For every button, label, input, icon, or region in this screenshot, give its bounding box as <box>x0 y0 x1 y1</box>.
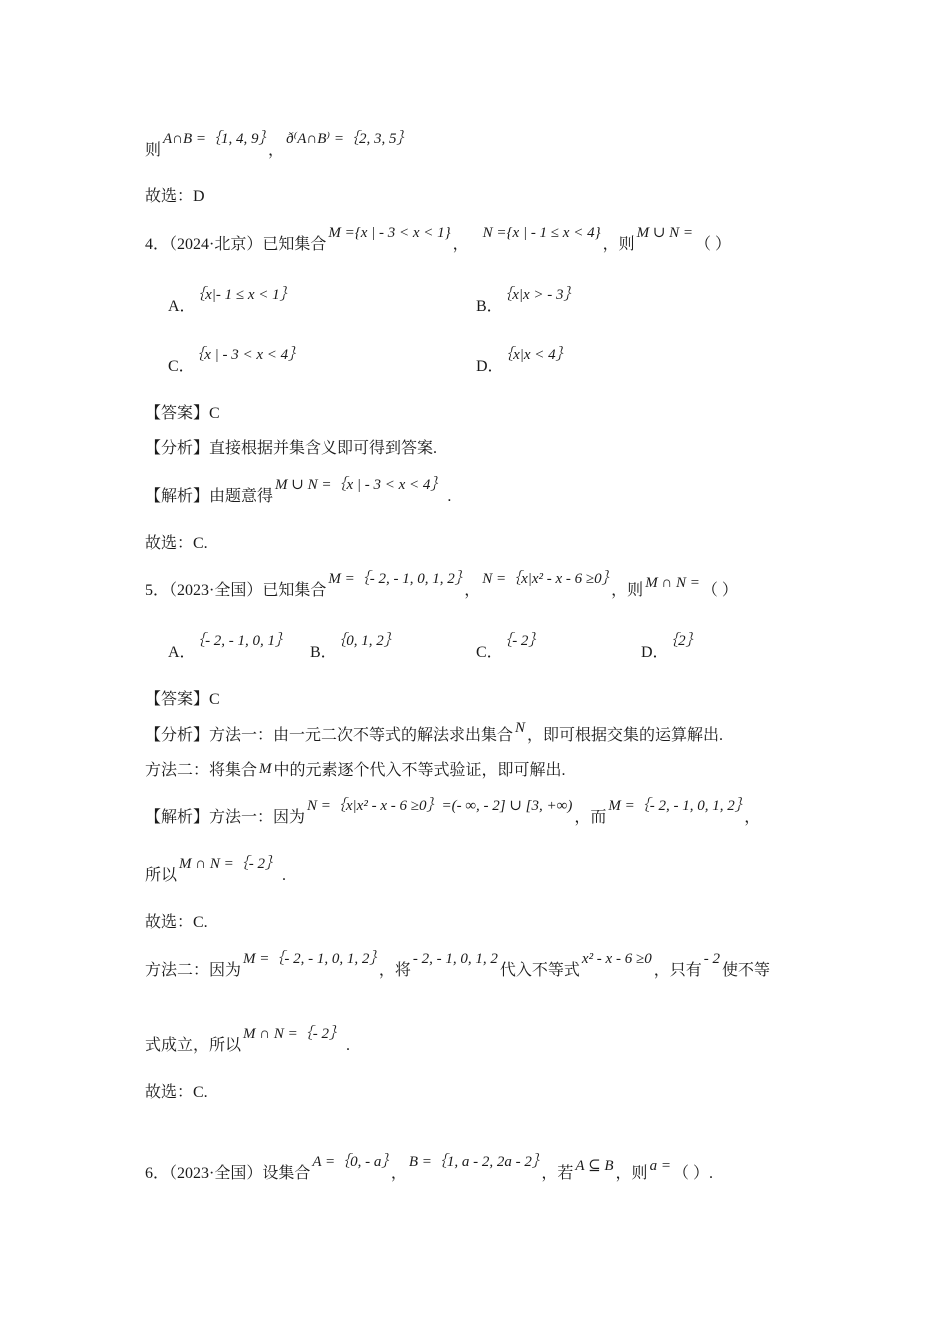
q4-option-c <box>168 347 305 378</box>
text: ，则 <box>611 582 644 599</box>
math-expression: ｛- 2, - 1, 0, 1｝ <box>197 633 291 649</box>
math-expression: ｛x|- 1 ≤ x < 1｝ <box>197 287 295 303</box>
math-expression: M =｛- 2, - 1, 0, 1, 2｝ <box>608 798 743 814</box>
math-expression: ｛2｝ <box>670 633 701 649</box>
q5-analysis <box>145 720 830 747</box>
q5-solution <box>145 798 830 829</box>
math-expression: M ∩ N =｛- 2｝ <box>179 856 280 872</box>
q5-option-d <box>641 633 703 664</box>
option-label: B． <box>476 298 503 315</box>
text: （ ）. <box>672 1165 713 1182</box>
question-4 <box>145 225 830 256</box>
math-expression: a = <box>649 1158 671 1174</box>
text: 【分析】方法一：由一元二次不等式的解法求出集合 <box>145 727 514 744</box>
text: 则 <box>145 142 162 159</box>
q4-answer: 【答案】C <box>145 405 220 422</box>
text: （ ） <box>695 236 732 253</box>
q5-conclusion-1: 故选：C. <box>145 914 208 931</box>
text: 式成立，所以 <box>145 1037 242 1054</box>
math-expression: N =｛x|x² - x - 6 ≥0｝ <box>482 571 610 587</box>
text: ，则 <box>602 236 635 253</box>
math-expression: N <box>515 720 526 736</box>
q5-option-a <box>168 633 292 664</box>
math-expression: M ∩ N =｛- 2｝ <box>243 1026 344 1042</box>
q5-analysis-method2 <box>145 760 830 782</box>
option-label: C． <box>168 358 195 375</box>
line-conclusion-prev <box>145 131 830 162</box>
option-label: D． <box>641 644 669 661</box>
q4-option-b <box>476 287 581 318</box>
math-expression: ｛x|x > - 3｝ <box>504 287 579 303</box>
text: ，将 <box>378 962 411 979</box>
option-label: B． <box>310 644 337 661</box>
text: 方法二：因为 <box>145 962 242 979</box>
math-expression: B =｛1, a - 2, 2a - 2｝ <box>408 1154 540 1170</box>
text: 代入不等式 <box>499 962 580 979</box>
text: ， <box>744 809 761 826</box>
math-expression: M ∪ N = <box>636 225 694 241</box>
text: . <box>447 488 452 505</box>
text: ，若 <box>541 1165 574 1182</box>
question-6 <box>145 1154 830 1185</box>
math-expression: ｛- 2｝ <box>504 633 544 649</box>
q5-method2 <box>145 951 830 982</box>
math-expression: A∩B =｛1, 4, 9｝ <box>163 131 267 147</box>
option-label: A． <box>168 644 196 661</box>
q4-conclusion: 故选：C. <box>145 535 208 552</box>
math-expression: A =｛0, - a｝ <box>312 1154 389 1170</box>
question-5 <box>145 571 830 602</box>
text: ， <box>464 582 481 599</box>
text: ， <box>268 142 285 159</box>
text: ，而 <box>574 809 607 826</box>
q4-analysis: 【分析】直接根据并集含义即可得到答案. <box>145 440 438 457</box>
q5-option-b <box>310 633 401 664</box>
text: 中的元素逐个代入不等式验证，即可解出. <box>273 762 566 779</box>
q4-option-a <box>168 287 297 318</box>
text: 【解析】方法一：因为 <box>145 809 306 826</box>
math-expression: M ∩ N = <box>645 575 700 591</box>
math-expression: ｛x | - 3 < x < 4｝ <box>196 347 304 363</box>
text: ， <box>390 1165 407 1182</box>
math-expression: ｛x|x < 4｝ <box>505 347 571 363</box>
question-text: 6．（2023·全国）设集合 <box>145 1165 311 1182</box>
math-expression: M =｛- 2, - 1, 0, 1, 2｝ <box>328 571 463 587</box>
q5-solution-result <box>145 856 830 887</box>
text: . <box>281 867 286 884</box>
q4-solution <box>145 477 830 508</box>
math-expression: M ={x | - 3 < x < 1} <box>328 225 451 241</box>
text: 使不等 <box>721 962 770 979</box>
text: . <box>345 1037 350 1054</box>
question-text: 4．（2024·北京）已知集合 <box>145 236 327 253</box>
math-expression: M =｛- 2, - 1, 0, 1, 2｝ <box>243 951 377 967</box>
math-expression: - 2 <box>703 951 720 967</box>
q5-answer: 【答案】C <box>145 691 220 708</box>
math-expression: ｛0, 1, 2｝ <box>338 633 399 649</box>
math-expression: M ∪ N =｛x | - 3 < x < 4｝ <box>275 477 446 493</box>
option-label: C． <box>476 644 503 661</box>
text: 方法二：将集合 <box>145 762 258 779</box>
option-label: A． <box>168 298 196 315</box>
text: ，即可根据交集的运算解出. <box>527 727 724 744</box>
text: ， <box>452 236 469 253</box>
math-expression: M <box>259 761 272 777</box>
option-label: D． <box>476 358 504 375</box>
q4-option-d <box>476 347 573 378</box>
q5-method2-result <box>145 1026 830 1057</box>
text: 所以 <box>145 867 178 884</box>
math-expression: x² - x - 6 ≥0 <box>581 951 652 967</box>
text: 【解析】由题意得 <box>145 488 274 505</box>
answer-choice-prev: 故选：D <box>145 188 205 205</box>
math-expression: ð⁽A∩B⁾ =｛2, 3, 5｝ <box>286 131 412 147</box>
q5-conclusion-2: 故选：C. <box>145 1084 208 1101</box>
text: ，则 <box>615 1165 648 1182</box>
math-expression: N ={x | - 1 ≤ x < 4} <box>482 225 601 241</box>
question-text: 5．（2023·全国）已知集合 <box>145 582 327 599</box>
text: （ ） <box>701 582 738 599</box>
q5-option-c <box>476 633 545 664</box>
math-expression: N =｛x|x² - x - 6 ≥0｝=(- ∞, - 2] ∪ [3, +∞) <box>307 798 573 814</box>
math-expression: A ⊆ B <box>575 1158 614 1174</box>
math-expression: - 2, - 1, 0, 1, 2 <box>412 951 498 967</box>
text: ，只有 <box>653 962 702 979</box>
